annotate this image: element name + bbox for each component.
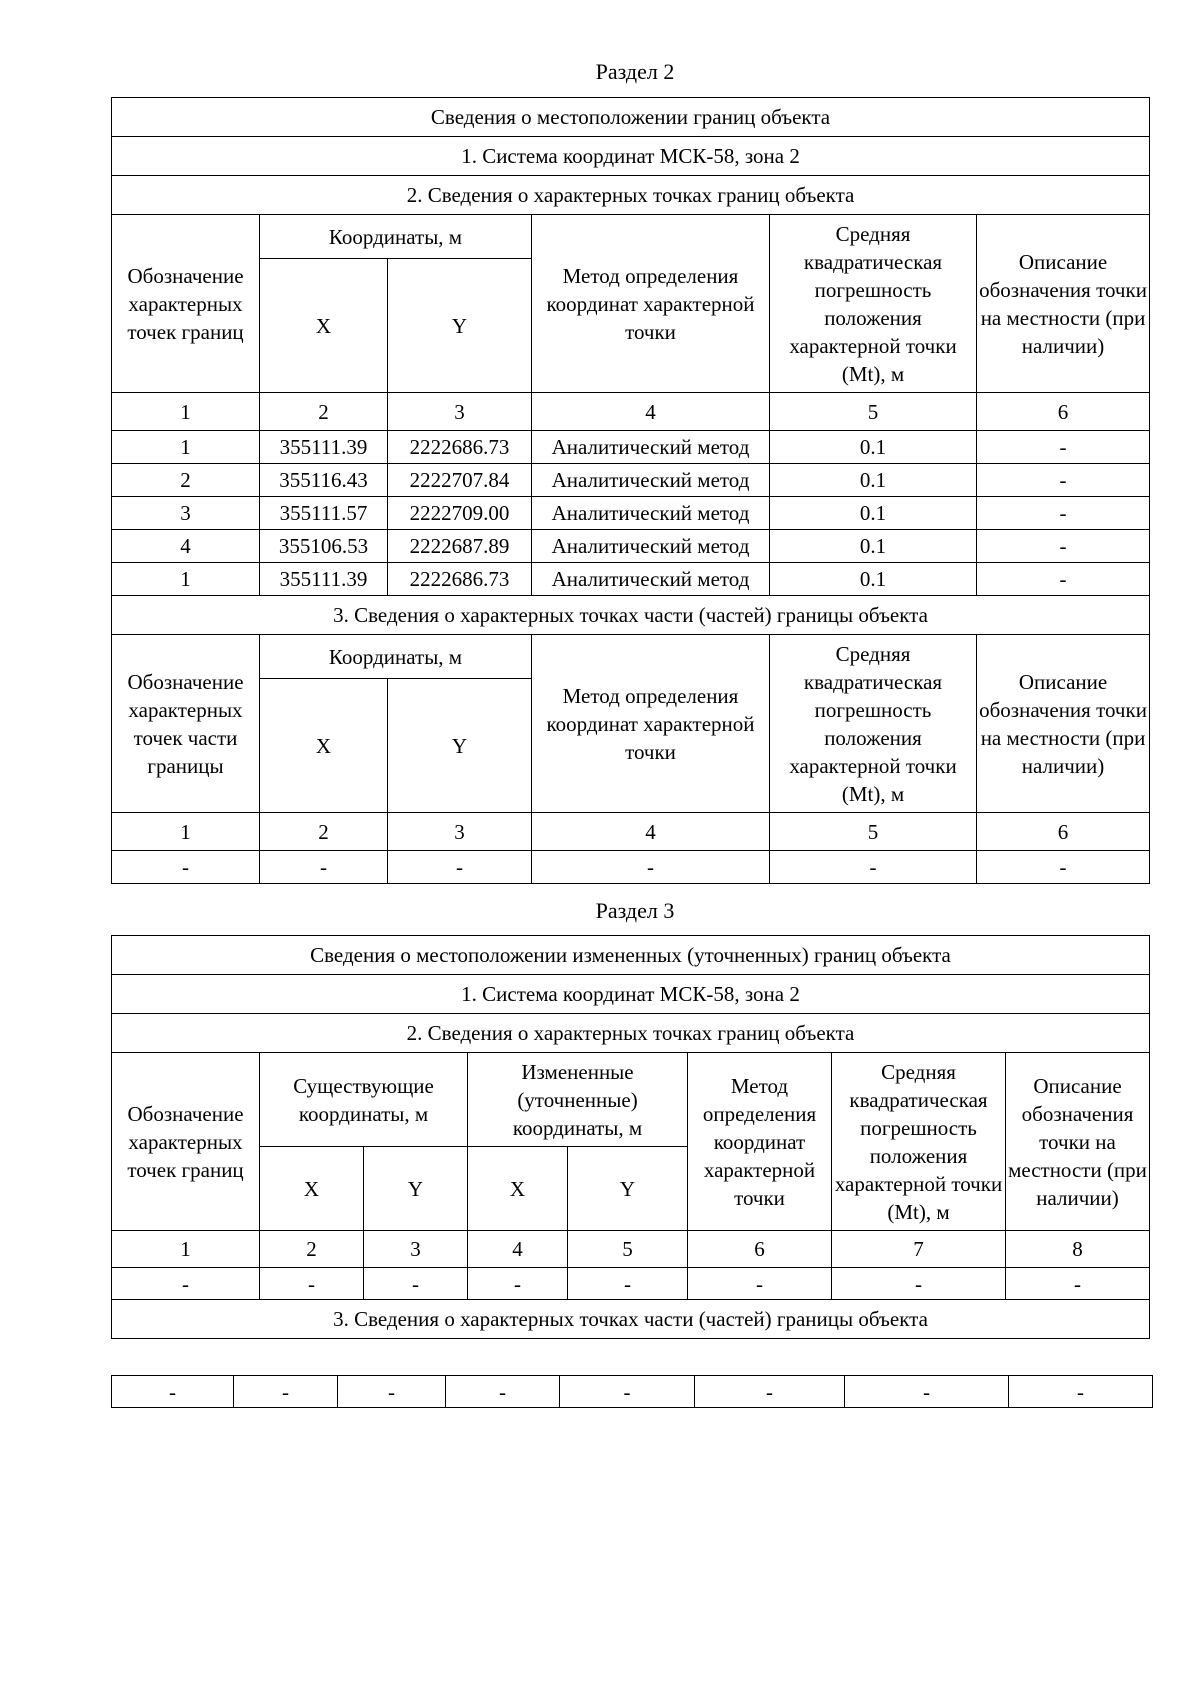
cell-error: 0.1 xyxy=(770,431,977,464)
col-number: 4 xyxy=(532,393,770,431)
col-number: 5 xyxy=(770,393,977,431)
section3-sub2-title: 2. Сведения о характерных точках границ объекта xyxy=(112,1014,1150,1053)
cell-point: 2 xyxy=(112,464,260,497)
cell-empty: - xyxy=(695,1376,845,1408)
cell-error: 0.1 xyxy=(770,530,977,563)
table-row xyxy=(112,1268,1150,1300)
col-desc-header: Описание обозначения точки на местности (при наличии) xyxy=(977,215,1150,393)
cell-empty: - xyxy=(1009,1376,1153,1408)
col-number: 1 xyxy=(112,1231,260,1268)
section2-title: Раздел 2 xyxy=(595,59,675,84)
col-desc-header: Описание обозначения точки на местности (при наличии) xyxy=(1006,1053,1150,1231)
cell-empty: - xyxy=(388,851,532,884)
cell-error: 0.1 xyxy=(770,464,977,497)
col-error-header: Средняя квадратическая погрешность положения характерной точки (Mt), м xyxy=(770,215,977,393)
col-number: 3 xyxy=(364,1231,468,1268)
cell-y: 2222709.00 xyxy=(388,497,532,530)
cell-empty: - xyxy=(112,1376,234,1408)
col-number: 5 xyxy=(770,813,977,851)
section3-title: Раздел 3 xyxy=(595,898,675,923)
col-y-header: Y xyxy=(388,679,532,813)
table-row xyxy=(112,530,1150,563)
col-number: 2 xyxy=(260,1231,364,1268)
cell-empty: - xyxy=(688,1268,832,1300)
col-number: 3 xyxy=(388,813,532,851)
col-point-header: Обозначение характерных точек границ xyxy=(112,1053,260,1231)
col-method-header: Метод определения координат характерной точки xyxy=(532,635,770,813)
col-point-part-header: Обозначение характерных точек части границы xyxy=(112,635,260,813)
cell-point: 1 xyxy=(112,431,260,464)
table-row xyxy=(112,563,1150,596)
section3-header: Сведения о местоположении измененных (уточненных) границ объекта xyxy=(112,936,1150,975)
table-row xyxy=(112,497,1150,530)
col-changed-coords-header: Измененные (уточненные) координаты, м xyxy=(468,1053,688,1147)
cell-error: 0.1 xyxy=(770,563,977,596)
cell-y: 2222686.73 xyxy=(388,563,532,596)
table-row xyxy=(112,1376,1153,1408)
col-x-header: X xyxy=(468,1147,568,1231)
cell-method: Аналитический метод xyxy=(532,464,770,497)
cell-desc: - xyxy=(977,530,1150,563)
col-number: 4 xyxy=(468,1231,568,1268)
cell-empty: - xyxy=(338,1376,446,1408)
cell-y: 2222707.84 xyxy=(388,464,532,497)
col-number: 6 xyxy=(977,393,1150,431)
table-row xyxy=(112,464,1150,497)
cell-empty: - xyxy=(468,1268,568,1300)
cell-empty: - xyxy=(1006,1268,1150,1300)
section3-coord-system: 1. Система координат МСК-58, зона 2 xyxy=(112,975,1150,1014)
cell-empty: - xyxy=(977,851,1150,884)
cell-empty: - xyxy=(560,1376,695,1408)
col-number: 1 xyxy=(112,813,260,851)
col-number: 4 xyxy=(532,813,770,851)
col-method-header: Метод определения координат характерной точки xyxy=(532,215,770,393)
col-y-header: Y xyxy=(568,1147,688,1231)
cell-empty: - xyxy=(112,1268,260,1300)
table-row xyxy=(112,431,1150,464)
col-number: 8 xyxy=(1006,1231,1150,1268)
col-coords-header: Координаты, м xyxy=(260,215,532,259)
col-x-header: X xyxy=(260,259,388,393)
cell-empty: - xyxy=(234,1376,338,1408)
col-method-header: Метод определения координат характерной точки xyxy=(688,1053,832,1231)
col-number: 2 xyxy=(260,813,388,851)
table-row xyxy=(112,851,1150,884)
col-existing-coords-header: Существующие координаты, м xyxy=(260,1053,468,1147)
cell-empty: - xyxy=(832,1268,1006,1300)
cell-desc: - xyxy=(977,563,1150,596)
cell-x: 355116.43 xyxy=(260,464,388,497)
cell-x: 355111.57 xyxy=(260,497,388,530)
cell-empty: - xyxy=(532,851,770,884)
col-number: 3 xyxy=(388,393,532,431)
cell-empty: - xyxy=(112,851,260,884)
cell-empty: - xyxy=(364,1268,468,1300)
cell-empty: - xyxy=(845,1376,1009,1408)
col-number: 7 xyxy=(832,1231,1006,1268)
cell-method: Аналитический метод xyxy=(532,530,770,563)
col-y-header: Y xyxy=(364,1147,468,1231)
cell-y: 2222687.89 xyxy=(388,530,532,563)
col-point-header: Обозначение характерных точек границ xyxy=(112,215,260,393)
cell-desc: - xyxy=(977,464,1150,497)
cell-method: Аналитический метод xyxy=(532,431,770,464)
col-error-header: Средняя квадратическая погрешность положения характерной точки (Mt), м xyxy=(770,635,977,813)
section3-sub3-title: 3. Сведения о характерных точках части (частей) границы объекта xyxy=(112,1300,1150,1339)
cell-point: 4 xyxy=(112,530,260,563)
cell-desc: - xyxy=(977,431,1150,464)
cell-x: 355106.53 xyxy=(260,530,388,563)
section2-header: Сведения о местоположении границ объекта xyxy=(112,98,1150,137)
cell-y: 2222686.73 xyxy=(388,431,532,464)
cell-method: Аналитический метод xyxy=(532,563,770,596)
cell-error: 0.1 xyxy=(770,497,977,530)
cell-desc: - xyxy=(977,497,1150,530)
cell-x: 355111.39 xyxy=(260,563,388,596)
section2-sub3-title: 3. Сведения о характерных точках части (частей) границы объекта xyxy=(112,596,1150,635)
cell-point: 3 xyxy=(112,497,260,530)
col-x-header: X xyxy=(260,679,388,813)
col-desc-header: Описание обозначения точки на местности (при наличии) xyxy=(977,635,1150,813)
cell-method: Аналитический метод xyxy=(532,497,770,530)
col-number: 1 xyxy=(112,393,260,431)
cell-empty: - xyxy=(446,1376,560,1408)
cell-empty: - xyxy=(260,1268,364,1300)
col-coords-header: Координаты, м xyxy=(260,635,532,679)
section3-table xyxy=(111,935,1150,1339)
col-error-header: Средняя квадратическая погрешность положения характерной точки (Mt), м xyxy=(832,1053,1006,1231)
cell-empty: - xyxy=(260,851,388,884)
col-number: 2 xyxy=(260,393,388,431)
cell-empty: - xyxy=(568,1268,688,1300)
cell-x: 355111.39 xyxy=(260,431,388,464)
section2-table xyxy=(111,97,1150,884)
section2-sub2-title: 2. Сведения о характерных точках границ объекта xyxy=(112,176,1150,215)
section2-coord-system: 1. Система координат МСК-58, зона 2 xyxy=(112,137,1150,176)
col-number: 6 xyxy=(688,1231,832,1268)
section3-parts-table xyxy=(111,1375,1153,1408)
cell-point: 1 xyxy=(112,563,260,596)
col-number: 6 xyxy=(977,813,1150,851)
col-number: 5 xyxy=(568,1231,688,1268)
col-y-header: Y xyxy=(388,259,532,393)
cell-empty: - xyxy=(770,851,977,884)
col-x-header: X xyxy=(260,1147,364,1231)
